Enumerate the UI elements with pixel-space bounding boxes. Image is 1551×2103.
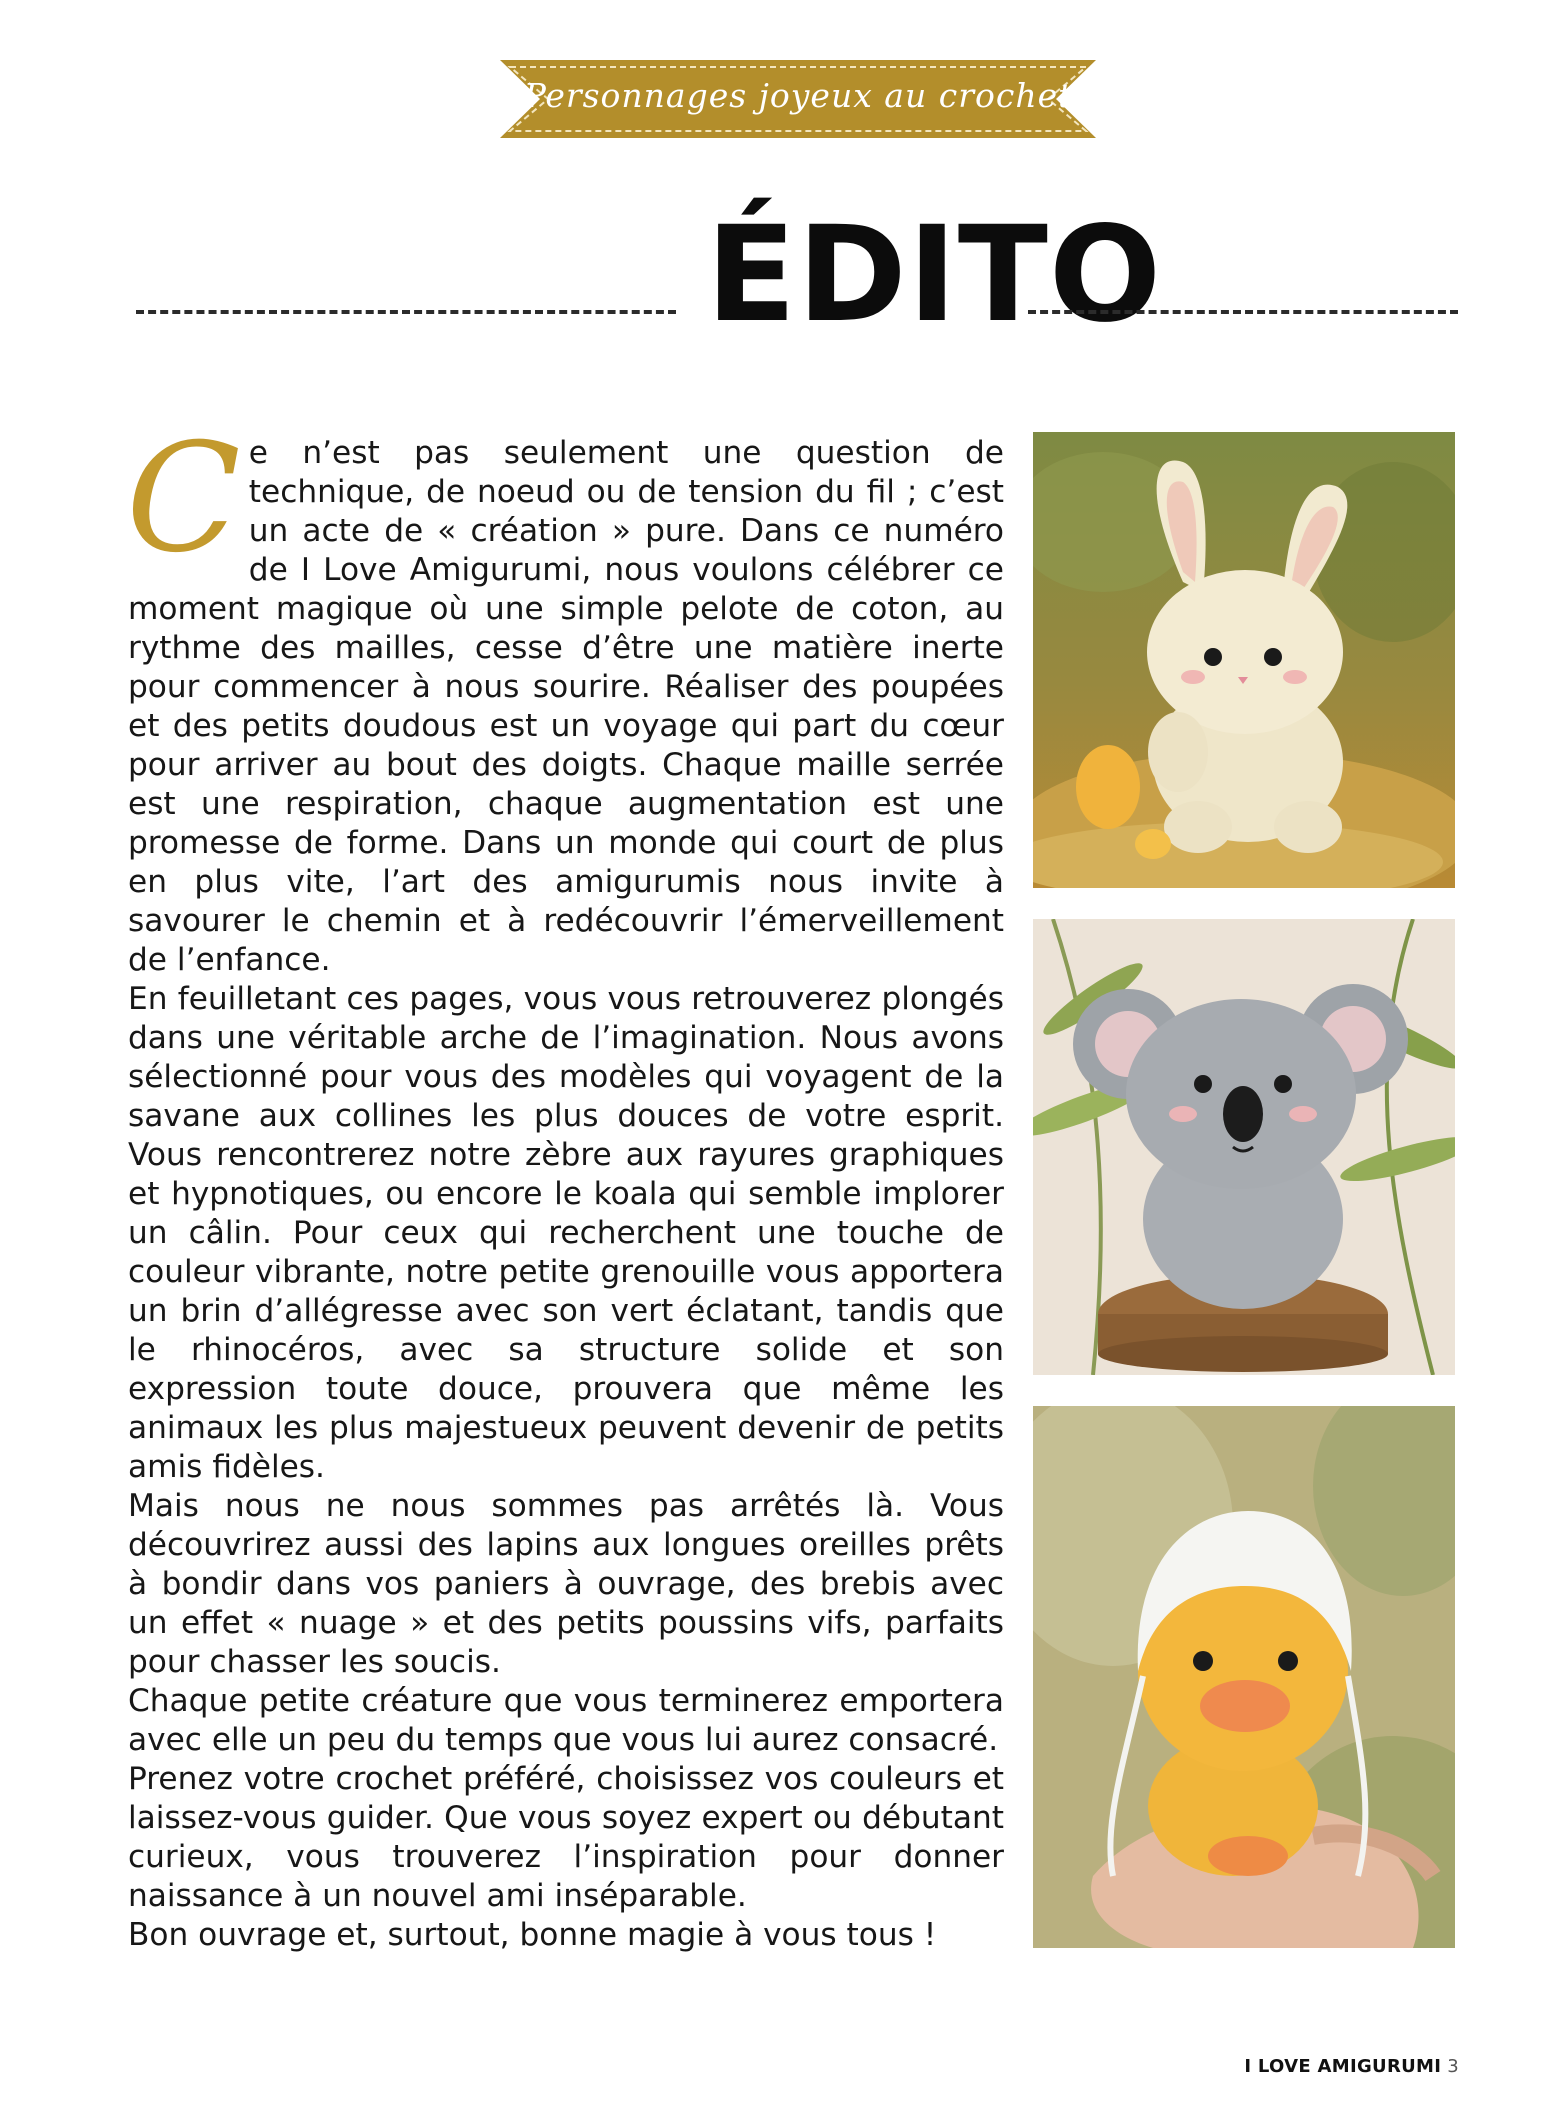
page-footer (1244, 2056, 1459, 2077)
title-block (128, 200, 1457, 350)
paragraph-5: Prenez votre crochet préféré, choisissez vos couleurs et laissez-vous guider. Que vous soyez expert ou débutant curieux, vous trouverez l’inspiration pour donner naissance à un nouvel ami inséparable. (128, 1761, 1004, 1914)
photo-bunny (1033, 432, 1455, 888)
paragraph-6: Bon ouvrage et, surtout, bonne magie à vous tous ! (128, 1917, 937, 1953)
article-body (126, 412, 1004, 1955)
bunny-illustration (1033, 432, 1455, 888)
chick-illustration (1033, 1406, 1455, 1948)
paragraph-1 (126, 412, 1004, 980)
magazine-name: I LOVE AMIGURUMI (1244, 2056, 1442, 2077)
paragraph-3: Mais nous ne nous sommes pas arrêtés là. Vous découvrirez aussi des lapins aux longues oreilles prêts à bondir dans vos paniers à ouvrage, des brebis avec un effet « nuage » et des petits poussins vifs, parfaits pour chasser les soucis. (128, 1488, 1004, 1680)
paragraph-1-text: e n’est pas seulement une question de technique, de noeud ou de tension du fil ; c’est un acte de « création » pure. Dans ce numéro de I Love Amigurumi, nous voulons célébrer ce moment magique où une simple pelote de coton, au rythme des mailles, cesse d’être une matière inerte pour commencer à nous sourire. Réaliser des poupées et des petits doudous est un voyage qui part du cœur pour arriver au bout des doigts. Chaque maille serrée est une respiration, chaque augmentation est une promesse de forme. Dans un monde qui court de plus en plus vite, l’art des amigurumis nous invite à savourer le chemin et à redécouvrir l’émerveillement de l’enfance. (128, 435, 1004, 978)
header-banner (500, 56, 1096, 142)
photo-chick (1033, 1406, 1455, 1948)
koala-illustration (1033, 919, 1455, 1375)
page-title: ÉDITO (706, 198, 1163, 352)
page-number: 3 (1447, 2056, 1459, 2077)
title-rule-right (1028, 310, 1458, 314)
drop-cap: C (126, 412, 241, 586)
photo-koala (1033, 919, 1455, 1375)
paragraph-2: En feuilletant ces pages, vous vous retrouverez plongés dans une véritable arche de l’imagination. Nous avons sélectionné pour vous des modèles qui voyagent de la savane aux collines les plus douces de votre esprit. Vous rencontrerez notre zèbre aux rayures graphiques et hypnotiques, ou encore le koala qui semble implorer un câlin. Pour ceux qui recherchent une touche de couleur vibrante, notre petite grenouille vous apportera un brin d’allégresse avec son vert éclatant, tandis que le rhinocéros, avec sa structure solide et son expression toute douce, prouvera que même les animaux les plus majestueux peuvent devenir de petits amis fidèles. (128, 981, 1004, 1485)
title-rule-left (136, 310, 676, 314)
paragraph-4: Chaque petite créature que vous terminerez emportera avec elle un peu du temps que vous lui aurez consacré. (128, 1683, 1004, 1758)
banner-text: Personnages joyeux au crochet (523, 76, 1073, 115)
